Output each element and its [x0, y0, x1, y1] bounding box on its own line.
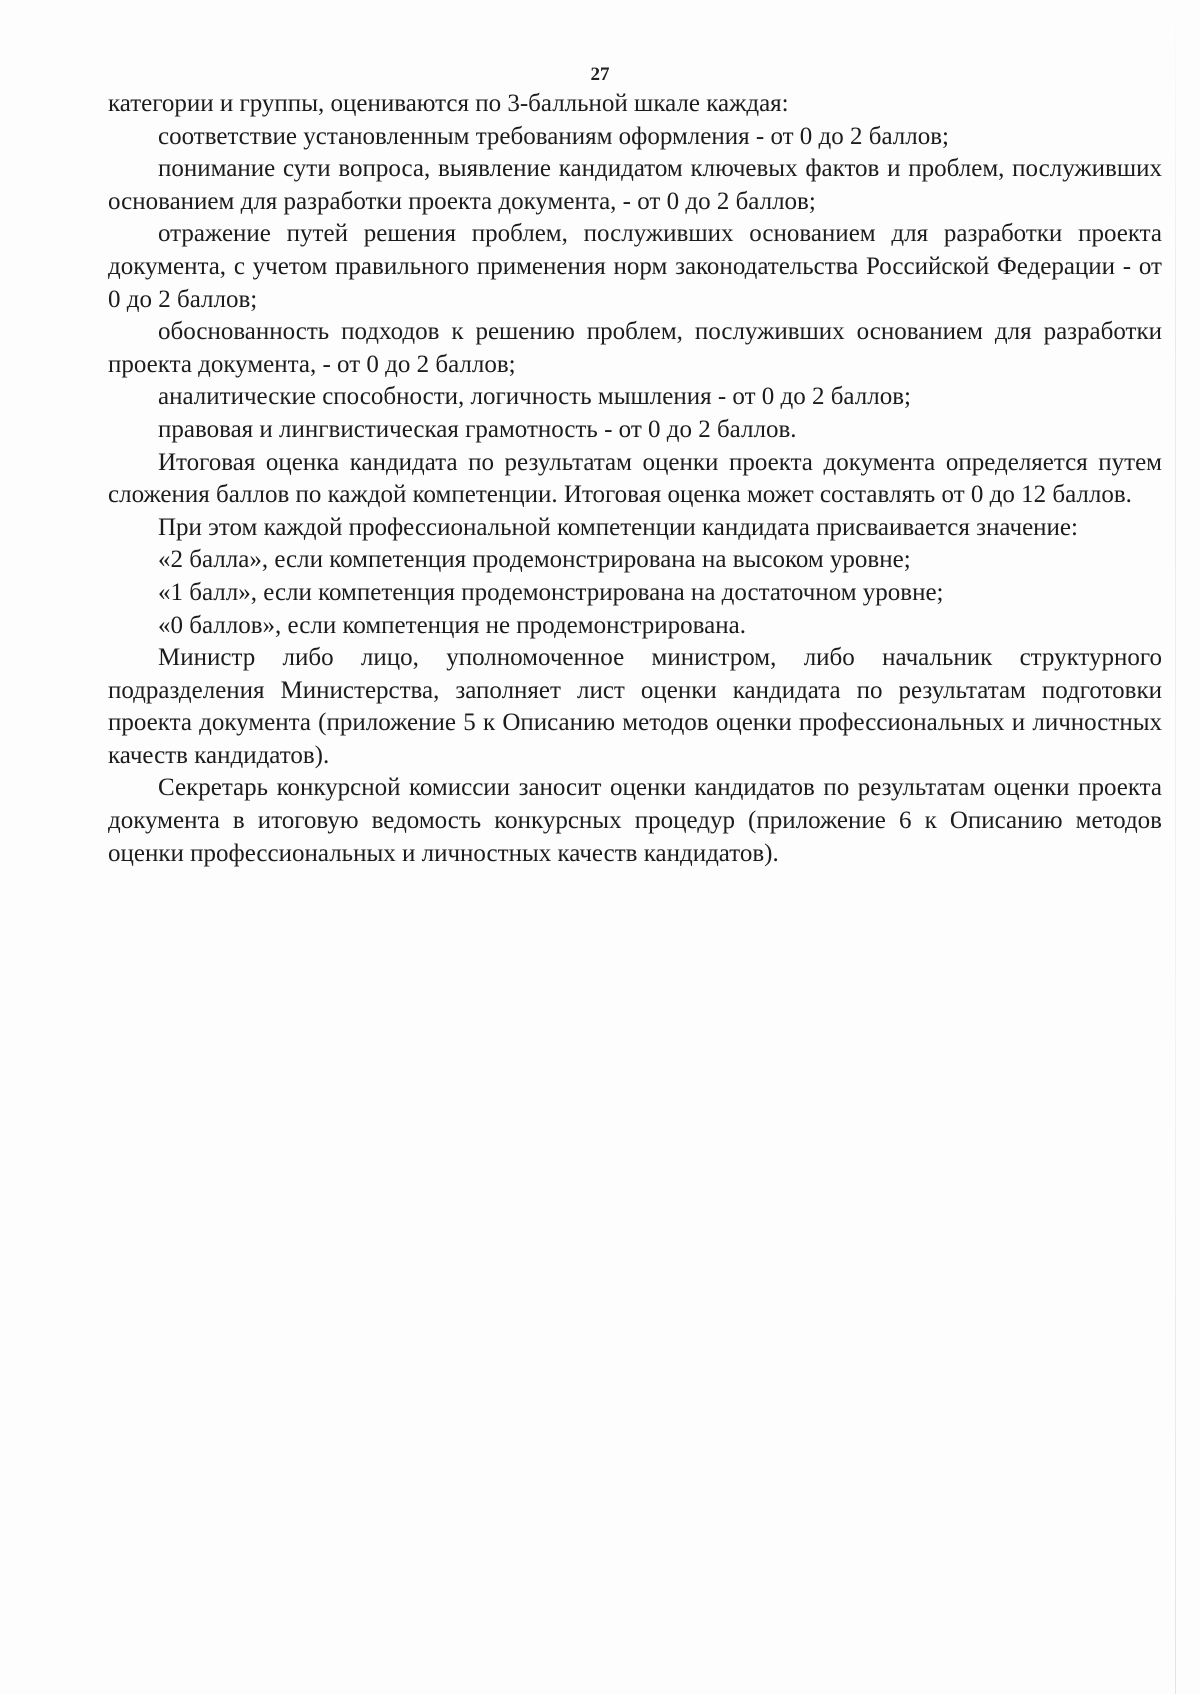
paragraph: Секретарь конкурсной комиссии заносит оценки кандидатов по результатам оценки проекта документа в итоговую ведомость конкурсных процедур (приложение 6 к Описанию методов оценки профессиональных и личностных качеств кандидатов).: [108, 774, 1162, 867]
page-number: 27: [590, 64, 610, 85]
paragraph: «2 балла», если компетенция продемонстрирована на высоком уровне;: [158, 546, 911, 574]
paragraph: Министр либо лицо, уполномоченное министром, либо начальник структурного подразделения Министерства, заполняет лист оценки кандидата по результатам подготовки проекта документа (приложение 5 к Описанию методов оценки профессиональных и личностных качеств кандидатов).: [108, 644, 1162, 769]
document-body: [108, 88, 1162, 870]
paragraph: аналитические способности, логичность мышления - от 0 до 2 баллов;: [158, 383, 911, 411]
paragraph: «1 балл», если компетенция продемонстрирована на достаточном уровне;: [158, 578, 944, 606]
paragraph: При этом каждой профессиональной компетенции кандидата присваивается значение:: [158, 513, 1078, 541]
paragraph: правовая и лингвистическая грамотность - от 0 до 2 баллов.: [158, 415, 797, 443]
paragraph: понимание сути вопроса, выявление кандидатом ключевых фактов и проблем, послуживших основанием для разработки проекта документа, - от 0 до 2 баллов;: [108, 155, 1162, 215]
paragraph: «0 баллов», если компетенция не продемонстрирована.: [158, 611, 746, 639]
paragraph: отражение путей решения проблем, послуживших основанием для разработки проекта документа, с учетом правильного применения норм законодательства Российской Федерации - от 0 до 2 баллов;: [108, 220, 1162, 313]
paragraph: категории и группы, оцениваются по 3-балльной шкале каждая:: [108, 90, 789, 117]
paragraph: обоснованность подходов к решению проблем, послуживших основанием для разработки проекта документа, - от 0 до 2 баллов;: [108, 318, 1162, 378]
scan-edge-line: [1175, 0, 1176, 1694]
paragraph: соответствие установленным требованиям оформления - от 0 до 2 баллов;: [158, 122, 949, 150]
paragraph: Итоговая оценка кандидата по результатам оценки проекта документа определяется путем сложения баллов по каждой компетенции. Итоговая оценка может составлять от 0 до 12 баллов.: [108, 448, 1162, 509]
